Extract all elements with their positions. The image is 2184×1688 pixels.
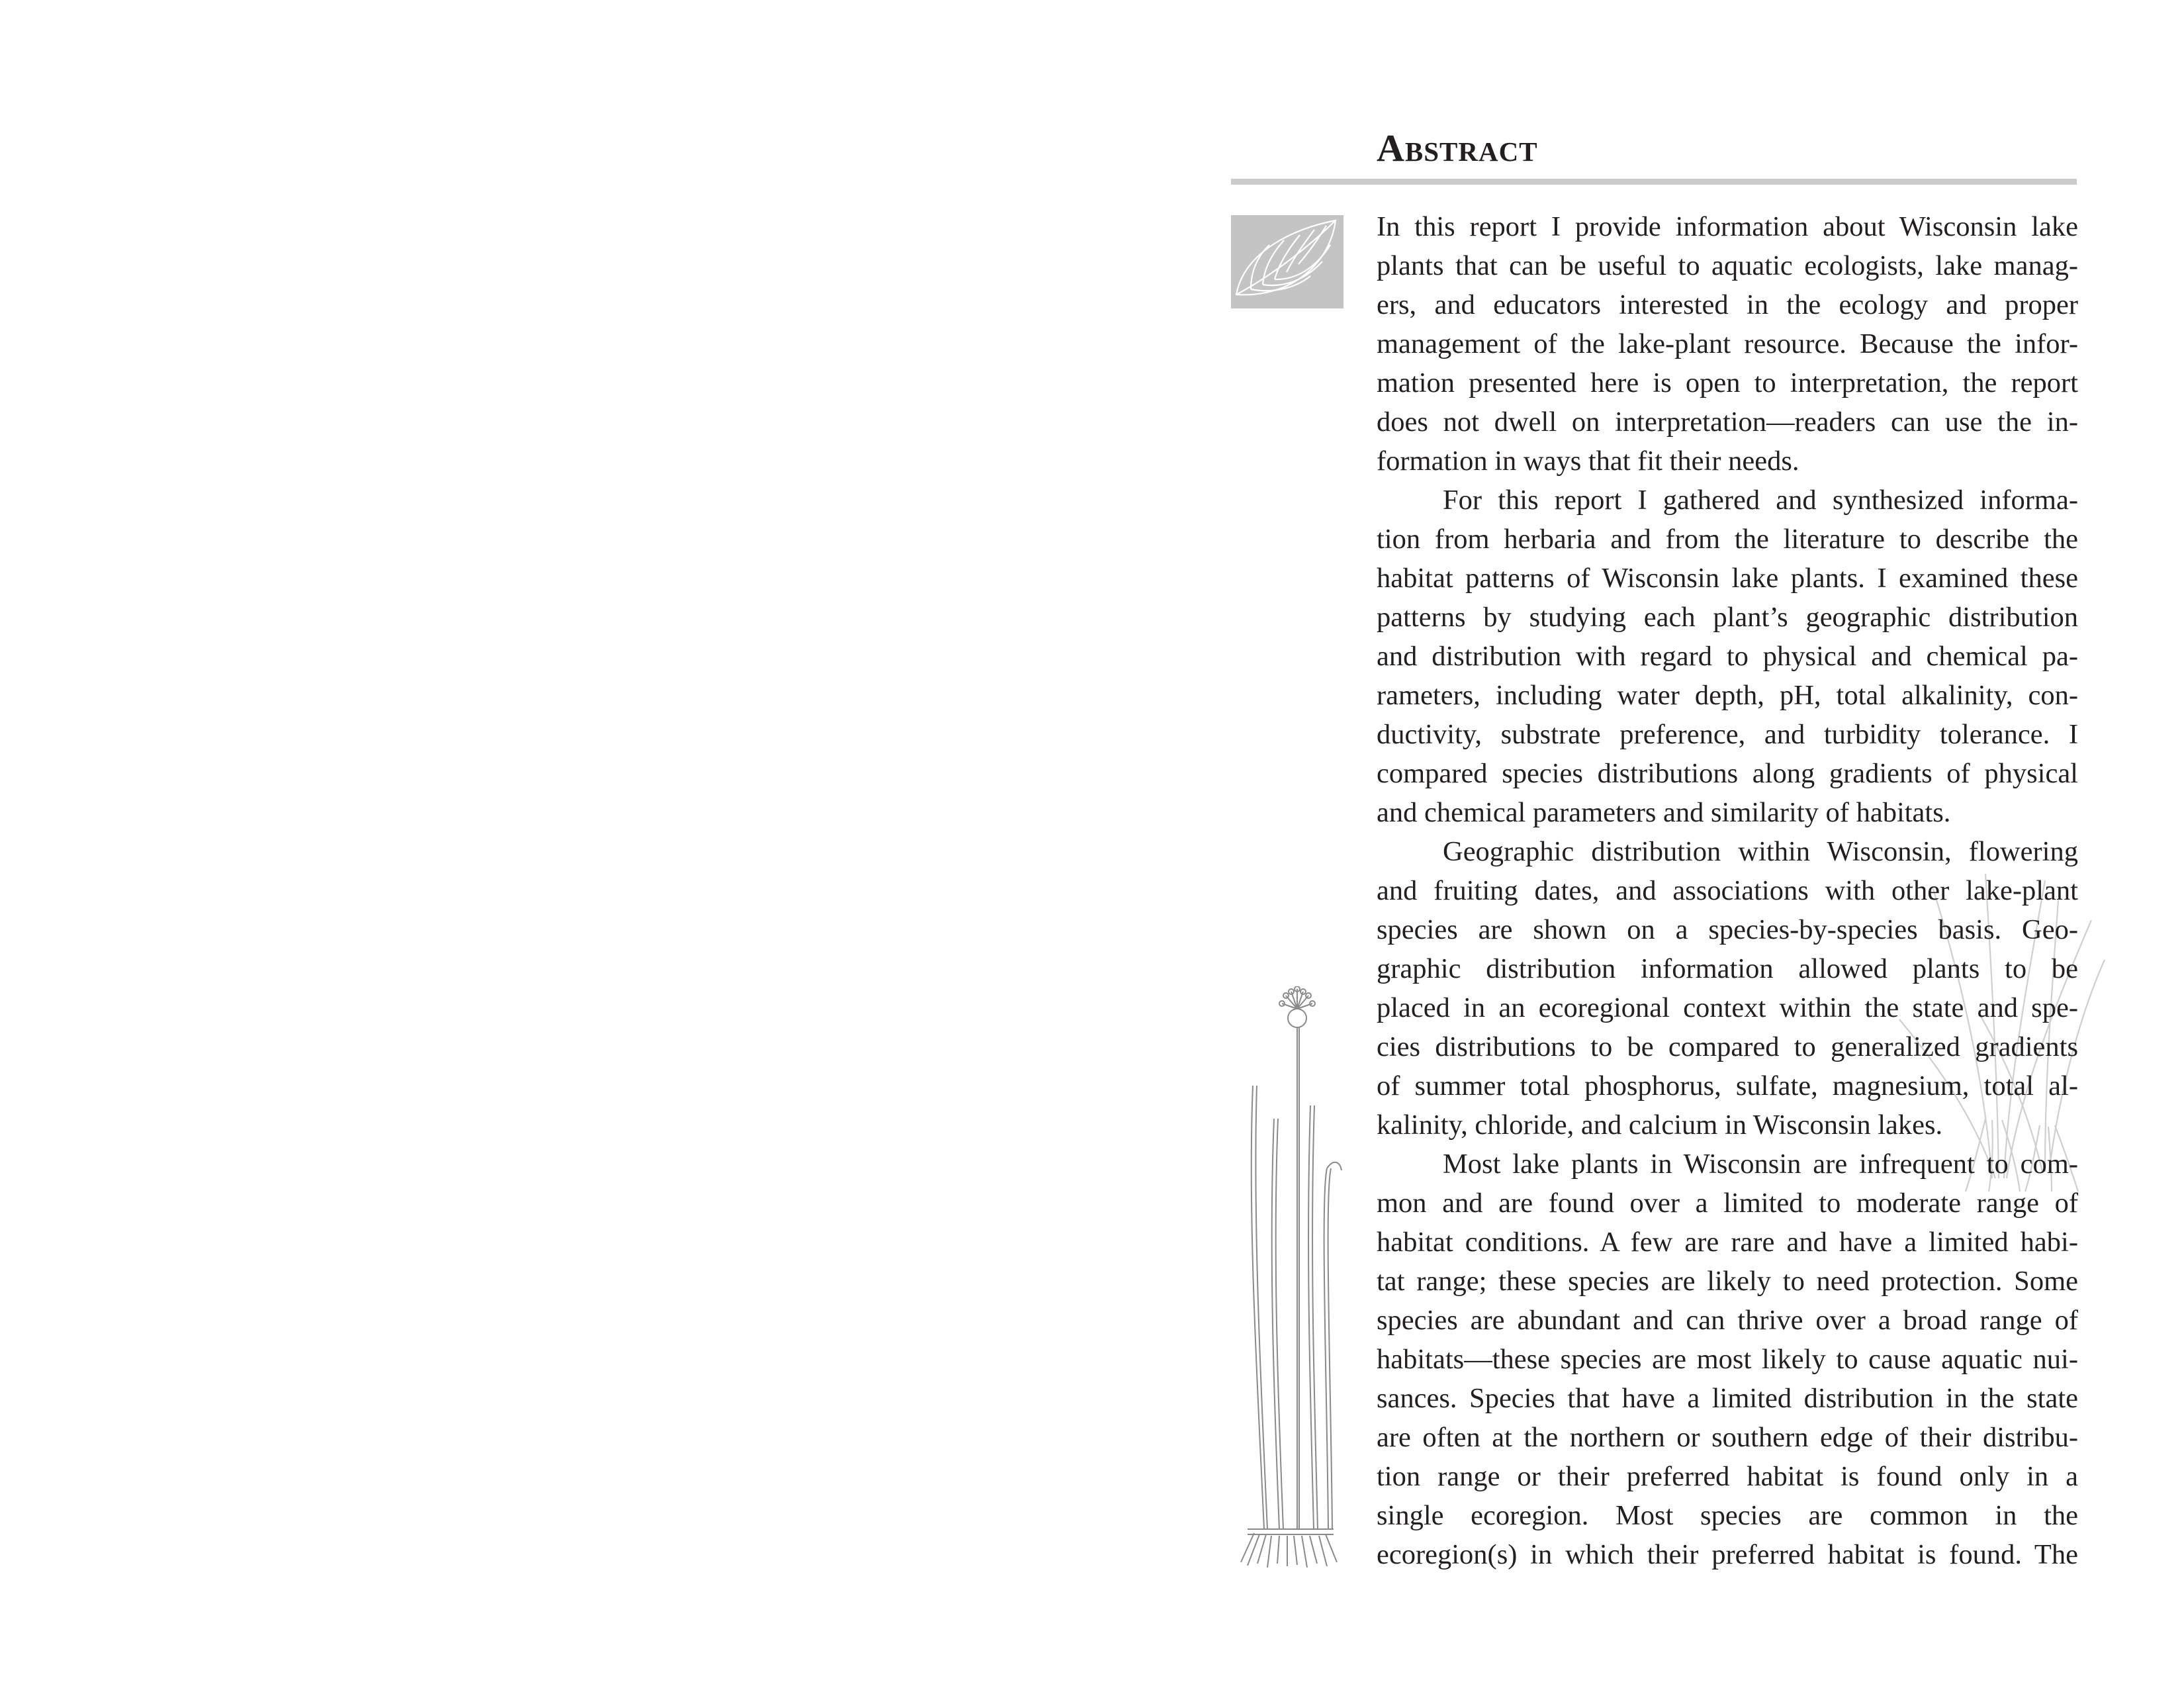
text-line: management of the lake-plant resource. Because the infor- xyxy=(1377,328,2078,359)
text-line: single ecoregion. Most species are common in the xyxy=(1377,1500,2078,1531)
heading-rule xyxy=(1231,179,2077,185)
text-line: ductivity, substrate preference, and turbidity tolerance. I xyxy=(1377,719,2078,750)
text-line: tion from herbaria and from the literature to describe the xyxy=(1377,524,2078,555)
text-line: species are abundant and can thrive over a broad range of xyxy=(1377,1305,2078,1336)
flowering-rush-illustration xyxy=(1228,986,1347,1569)
text-line: and distribution with regard to physical and chemical pa- xyxy=(1377,641,2078,672)
text-line: tion range or their preferred habitat is found only in a xyxy=(1377,1461,2078,1492)
text-line: mation presented here is open to interpretation, the report xyxy=(1377,367,2078,399)
text-line: placed in an ecoregional context within the state and spe- xyxy=(1377,992,2078,1023)
text-line: formation in ways that fit their needs. xyxy=(1377,445,1799,477)
text-line: habitats—these species are most likely to cause aquatic nui- xyxy=(1377,1344,2078,1375)
text-line: of summer total phosphorus, sulfate, magnesium, total al- xyxy=(1377,1070,2078,1102)
text-line: Geographic distribution within Wisconsin, flowering xyxy=(1443,836,2078,867)
text-line: mon and are found over a limited to moderate range of xyxy=(1377,1188,2078,1219)
text-line: habitat patterns of Wisconsin lake plants. I examined these xyxy=(1377,563,2078,594)
text-line: and fruiting dates, and associations with other lake-plant xyxy=(1377,875,2078,906)
text-line: sances. Species that have a limited distribution in the state xyxy=(1377,1383,2078,1414)
text-line: and chemical parameters and similarity of habitats. xyxy=(1377,797,1951,828)
text-line: species are shown on a species-by-species basis. Geo- xyxy=(1377,914,2078,945)
text-line: In this report I provide information about Wisconsin lake xyxy=(1377,211,2078,242)
text-line: patterns by studying each plant’s geographic distribution xyxy=(1377,602,2078,633)
text-line: kalinity, chloride, and calcium in Wisconsin lakes. xyxy=(1377,1109,1943,1141)
text-line: rameters, including water depth, pH, total alkalinity, con- xyxy=(1377,680,2078,711)
text-line: are often at the northern or southern edge of their distribu- xyxy=(1377,1422,2078,1453)
abstract-body xyxy=(1377,207,2078,1574)
text-line: cies distributions to be compared to generalized gradients xyxy=(1377,1031,2078,1062)
text-line: habitat conditions. A few are rare and have a limited habi- xyxy=(1377,1227,2078,1258)
text-line: compared species distributions along gradients of physical xyxy=(1377,758,2078,789)
section-heading: Abstract xyxy=(1377,126,1538,169)
text-line: tat range; these species are likely to need protection. Some xyxy=(1377,1266,2078,1297)
text-line: For this report I gathered and synthesized informa- xyxy=(1443,485,2078,516)
text-line: does not dwell on interpretation—readers can use the in- xyxy=(1377,406,2078,438)
text-line: ers, and educators interested in the ecology and proper xyxy=(1377,289,2078,320)
text-line: graphic distribution information allowed plants to be xyxy=(1377,953,2078,984)
leaf-icon xyxy=(1231,215,1343,308)
text-line: Most lake plants in Wisconsin are infrequent to com- xyxy=(1443,1149,2078,1180)
text-line: plants that can be useful to aquatic ecologists, lake manag- xyxy=(1377,250,2078,281)
text-line: ecoregion(s) in which their preferred habitat is found. The xyxy=(1377,1539,2078,1570)
